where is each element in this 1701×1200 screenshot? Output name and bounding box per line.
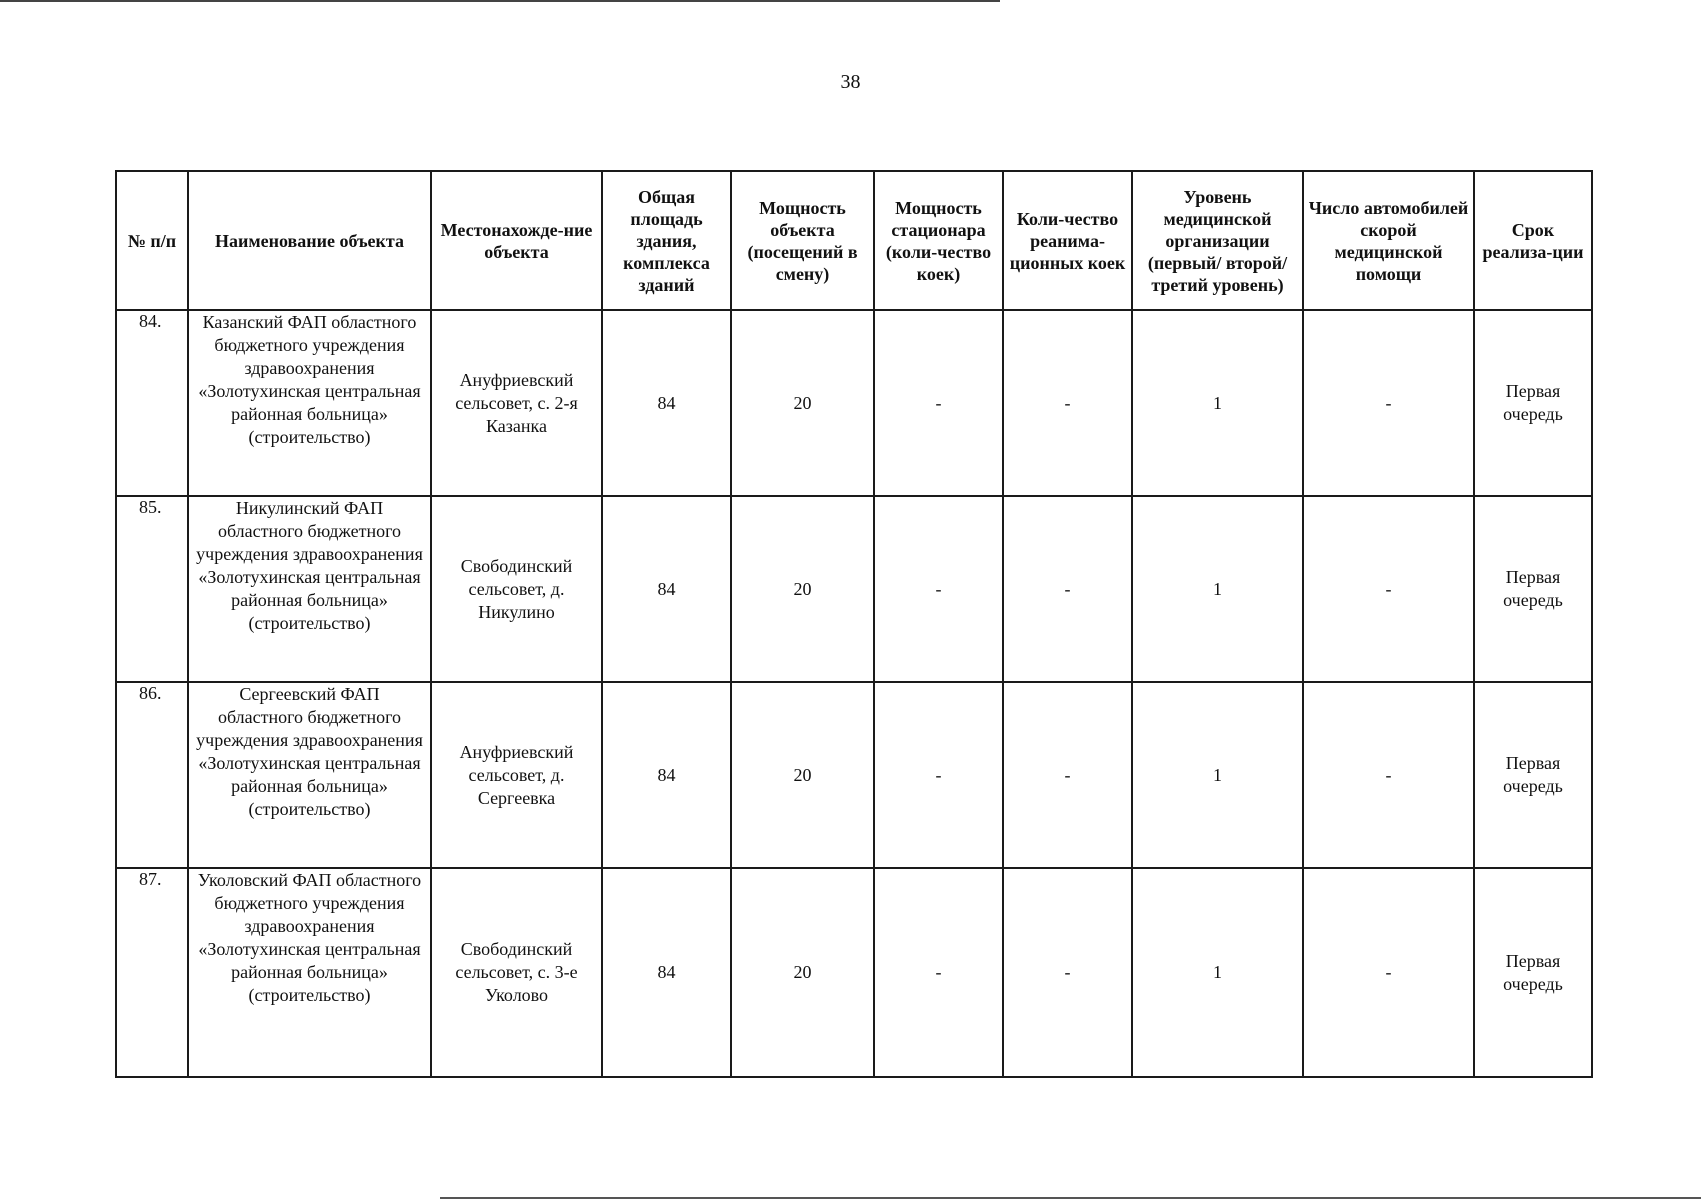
cell-term: Первая очередь xyxy=(1474,496,1592,682)
cell-icu-beds: - xyxy=(1003,310,1132,496)
cell-capacity: 20 xyxy=(731,682,874,868)
cell-level: 1 xyxy=(1132,496,1303,682)
table-row xyxy=(116,682,1592,868)
cell-area: 84 xyxy=(602,310,731,496)
facilities-table xyxy=(115,170,1593,1078)
header-term: Срок реализа-ции xyxy=(1474,171,1592,310)
cell-ambulances: - xyxy=(1303,868,1474,1077)
cell-icu-beds: - xyxy=(1003,682,1132,868)
header-location: Местонахожде-ние объекта xyxy=(431,171,602,310)
header-row xyxy=(116,171,1592,310)
cell-location: Свободинский сельсовет, д. Никулино xyxy=(431,496,602,682)
header-icu-beds: Коли-чество реанима-ционных коек xyxy=(1003,171,1132,310)
cell-area: 84 xyxy=(602,868,731,1077)
cell-capacity: 20 xyxy=(731,310,874,496)
header-level: Уровень медицинской организации (первый/ второй/ третий уровень) xyxy=(1132,171,1303,310)
cell-term: Первая очередь xyxy=(1474,868,1592,1077)
header-num: № п/п xyxy=(116,171,188,310)
table-body xyxy=(116,310,1592,1077)
cell-location: Ануфриевский сельсовет, с. 2-я Казанка xyxy=(431,310,602,496)
cell-name: Уколовский ФАП областного бюджетного учреждения здравоохранения «Золотухинская центральная районная больница» (строительство) xyxy=(188,868,431,1077)
cell-hospital-beds: - xyxy=(874,310,1003,496)
cell-location: Ануфриевский сельсовет, д. Сергеевка xyxy=(431,682,602,868)
cell-icu-beds: - xyxy=(1003,868,1132,1077)
table-row xyxy=(116,310,1592,496)
table-row xyxy=(116,496,1592,682)
table-header xyxy=(116,171,1592,310)
cell-area: 84 xyxy=(602,682,731,868)
cell-capacity: 20 xyxy=(731,868,874,1077)
cell-term: Первая очередь xyxy=(1474,310,1592,496)
header-hospital-beds: Мощность стационара (коли-чество коек) xyxy=(874,171,1003,310)
cell-term: Первая очередь xyxy=(1474,682,1592,868)
cell-name: Казанский ФАП областного бюджетного учреждения здравоохранения «Золотухинская центральная районная больница» (строительство) xyxy=(188,310,431,496)
page-number: 38 xyxy=(840,71,861,93)
header-name: Наименование объекта xyxy=(188,171,431,310)
cell-level: 1 xyxy=(1132,310,1303,496)
scan-bottom-edge xyxy=(440,1197,1701,1199)
cell-hospital-beds: - xyxy=(874,496,1003,682)
cell-name: Сергеевский ФАП областного бюджетного учреждения здравоохранения «Золотухинская центральная районная больница» (строительство) xyxy=(188,682,431,868)
cell-ambulances: - xyxy=(1303,496,1474,682)
cell-num: 85. xyxy=(116,496,188,682)
cell-ambulances: - xyxy=(1303,310,1474,496)
cell-ambulances: - xyxy=(1303,682,1474,868)
cell-level: 1 xyxy=(1132,682,1303,868)
header-ambulances: Число автомобилей скорой медицинской помощи xyxy=(1303,171,1474,310)
cell-num: 87. xyxy=(116,868,188,1077)
cell-num: 86. xyxy=(116,682,188,868)
header-area: Общая площадь здания, комплекса зданий xyxy=(602,171,731,310)
cell-location: Свободинский сельсовет, с. 3-е Уколово xyxy=(431,868,602,1077)
cell-level: 1 xyxy=(1132,868,1303,1077)
cell-capacity: 20 xyxy=(731,496,874,682)
cell-name: Никулинский ФАП областного бюджетного учреждения здравоохранения «Золотухинская центральная районная больница» (строительство) xyxy=(188,496,431,682)
cell-hospital-beds: - xyxy=(874,868,1003,1077)
cell-icu-beds: - xyxy=(1003,496,1132,682)
cell-hospital-beds: - xyxy=(874,682,1003,868)
table-row xyxy=(116,868,1592,1077)
header-capacity: Мощность объекта (посещений в смену) xyxy=(731,171,874,310)
scan-top-edge xyxy=(0,0,1000,2)
cell-area: 84 xyxy=(602,496,731,682)
cell-num: 84. xyxy=(116,310,188,496)
